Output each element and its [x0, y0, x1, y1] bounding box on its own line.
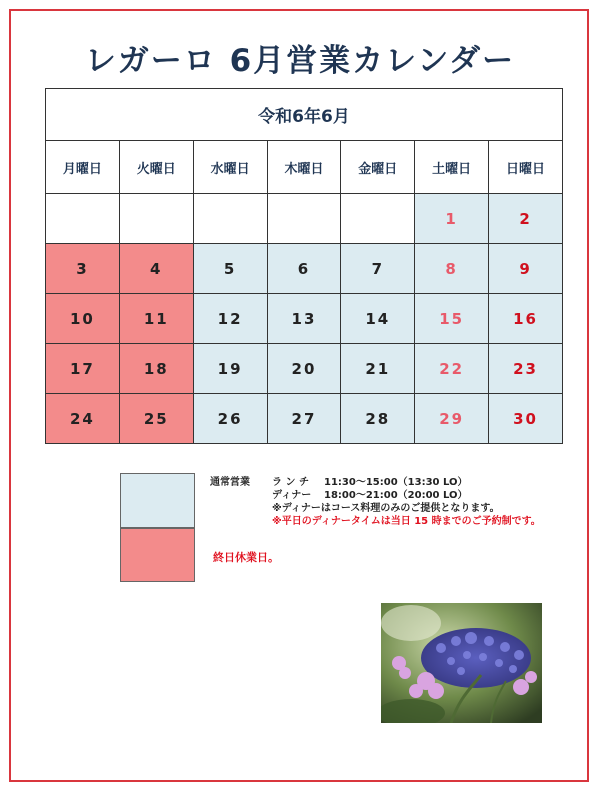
day-cell: 3: [46, 244, 120, 294]
legend-open-label: 通常営業: [210, 477, 250, 488]
day-cell: 14: [341, 294, 415, 344]
day-cell: 13: [267, 294, 341, 344]
day-cell: 4: [119, 244, 193, 294]
day-cell: 11: [119, 294, 193, 344]
weekday-header: 金曜日: [341, 141, 415, 194]
calendar-table: [45, 88, 563, 444]
day-cell: 6: [267, 244, 341, 294]
lunch-label: ラ ン チ: [272, 477, 309, 488]
weekday-header: 月曜日: [46, 141, 120, 194]
week-row: [46, 294, 563, 344]
day-cell: 5: [193, 244, 267, 294]
day-cell: 15: [415, 294, 489, 344]
day-cell: 8: [415, 244, 489, 294]
week-row: [46, 244, 563, 294]
day-cell: 23: [489, 344, 563, 394]
day-cell: 19: [193, 344, 267, 394]
day-cell: 29: [415, 394, 489, 444]
day-cell: 16: [489, 294, 563, 344]
day-cell: 26: [193, 394, 267, 444]
weekday-header: 日曜日: [489, 141, 563, 194]
day-cell: [341, 194, 415, 244]
week-row: [46, 194, 563, 244]
dinner-label: ディナー: [272, 490, 312, 501]
day-cell: [119, 194, 193, 244]
day-cell: 18: [119, 344, 193, 394]
day-cell: 22: [415, 344, 489, 394]
weekday-header: 水曜日: [193, 141, 267, 194]
day-cell: 25: [119, 394, 193, 444]
day-cell: 30: [489, 394, 563, 444]
day-cell: 27: [267, 394, 341, 444]
day-cell: [46, 194, 120, 244]
week-row: [46, 394, 563, 444]
week-row: [46, 344, 563, 394]
day-cell: 28: [341, 394, 415, 444]
calendar-month-header: 令和6年6月: [46, 89, 563, 141]
day-cell: 12: [193, 294, 267, 344]
course-note: ※ディナーはコース料理のみのご提供となります。: [272, 503, 500, 514]
weekday-header: 木曜日: [267, 141, 341, 194]
weekday-header: 火曜日: [119, 141, 193, 194]
weekday-header-row: [46, 141, 563, 194]
hydrangea-photo: [381, 603, 542, 723]
legend-swatch-closed: [120, 528, 195, 582]
weekday-header: 土曜日: [415, 141, 489, 194]
day-cell: 21: [341, 344, 415, 394]
day-cell: 1: [415, 194, 489, 244]
day-cell: 17: [46, 344, 120, 394]
day-cell: 20: [267, 344, 341, 394]
day-cell: 10: [46, 294, 120, 344]
day-cell: [193, 194, 267, 244]
legend-open-hours: [210, 476, 541, 528]
day-cell: 24: [46, 394, 120, 444]
legend-closed-label: 終日休業日。: [213, 551, 279, 564]
legend-swatch-open: [120, 473, 195, 528]
page-title: レガーロ 6月営業カレンダー: [84, 43, 516, 79]
dinner-hours: 18:00～21:00（20:00 LO）: [324, 490, 468, 501]
reservation-note: ※平日のディナータイムは当日 15 時までのご予約制です。: [272, 516, 541, 527]
lunch-hours: 11:30～15:00（13:30 LO）: [324, 477, 468, 488]
day-cell: 7: [341, 244, 415, 294]
day-cell: 2: [489, 194, 563, 244]
day-cell: [267, 194, 341, 244]
day-cell: 9: [489, 244, 563, 294]
